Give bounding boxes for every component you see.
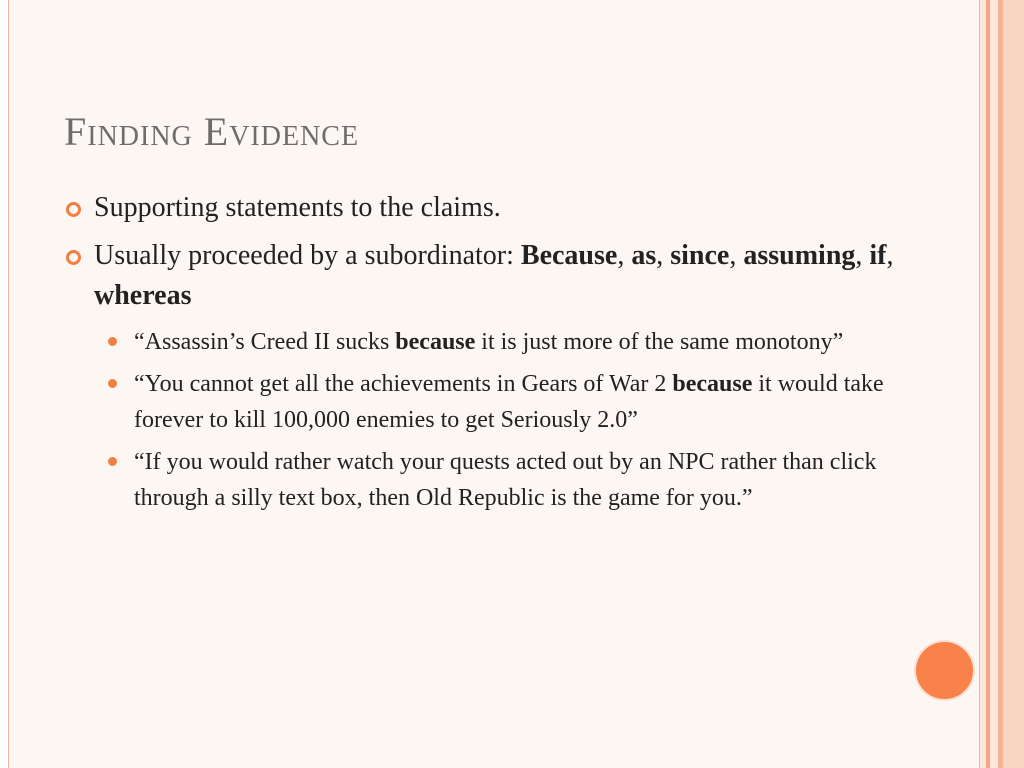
example-text: “If you would rather watch your quests acted out by an NPC rather than click through a silly text box, then Old Republic is the game for you.” [134,449,877,511]
dot-bullet-icon [108,457,117,466]
comma: , [617,240,625,271]
keyword: because [395,329,476,355]
keyword: if [869,240,887,271]
bullet-text: Usually proceeded by a subordinator: [94,240,521,271]
example-text: “Assassin’s Creed II sucks [134,329,396,355]
keyword: because [672,371,753,397]
dot-bullet-icon [108,379,117,388]
keyword: as [631,240,657,271]
dot-bullet-icon [108,337,117,346]
sub-bullet-item [64,324,944,360]
comma: , [656,240,664,271]
comma: , [855,240,863,271]
keyword: assuming [743,240,856,271]
bullet-text: Supporting statements to the claims. [94,192,501,223]
decorative-circle-icon [914,640,975,701]
decorative-stripe [1003,0,1024,768]
sub-bullet-item [64,366,944,438]
ring-bullet-icon [66,202,81,217]
decorative-stripe [990,0,998,768]
example-text: it is just more of the same monotony” [475,329,844,355]
comma: , [729,240,737,271]
comma: , [886,240,894,271]
slide-title: Finding Evidence [64,109,360,154]
keyword: whereas [94,280,192,311]
slide-content [64,188,924,522]
bullet-item [64,236,924,316]
bullet-item [64,188,924,228]
example-text: “You cannot get all the achievements in Gears of War 2 [134,371,673,397]
sub-bullet-item [64,444,944,516]
ring-bullet-icon [66,250,81,265]
keyword: Because [520,240,618,271]
example-text: it would take forever to kill 100,000 enemies to get Seriously 2.0” [134,371,884,433]
keyword: since [670,240,730,271]
